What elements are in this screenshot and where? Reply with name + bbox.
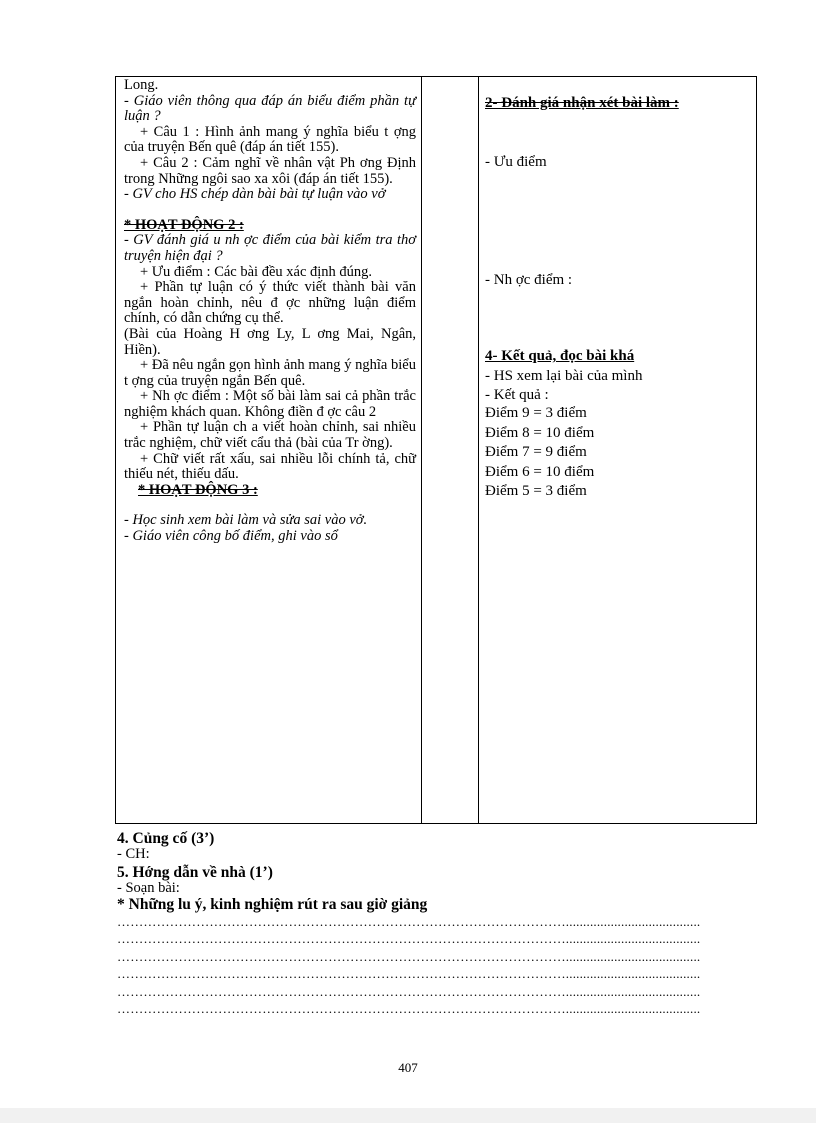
activity-2-heading: * HOẠT ĐỘNG 2 : xyxy=(124,216,244,233)
left-text-1: Long. xyxy=(124,77,159,93)
consolidation-heading: 4. Củng cố (3’) xyxy=(117,830,215,847)
homework-prepare: - Soạn bài: xyxy=(117,880,180,896)
dotted-line: …………………………………………………………………………………………....................................... xyxy=(117,948,701,964)
column-divider-1 xyxy=(421,77,422,823)
left-text-13: + Chữ viết rất xấu, sai nhiều lỗi chính tả, chữ thiếu nét, thiếu dấu. xyxy=(124,450,416,483)
results-heading: 4- Kết quả, đọc bài khá xyxy=(485,348,635,364)
evaluation-heading: 2- Đánh giá nhận xét bài làm : xyxy=(485,95,679,111)
page-number: 407 xyxy=(398,1060,418,1075)
consolidation-ch: - CH: xyxy=(117,846,150,862)
dotted-line: …………………………………………………………………………………………....................................... xyxy=(117,931,701,947)
column-divider-2 xyxy=(478,77,479,823)
activity-3-heading: * HOẠT ĐỘNG 3 : xyxy=(138,481,258,498)
results-label: - Kết quả : xyxy=(485,387,549,403)
dotted-line: …………………………………………………………………………………………....................................... xyxy=(117,914,701,929)
left-text-11: + Nh ợc điểm : Một số bài làm sai cả phần trắc nghiệm khách quan. Không điền đ ợc câu 2 xyxy=(124,388,416,420)
left-text-3: + Câu 1 : Hình ảnh mang ý nghĩa biểu t ợng của truyện Bến quê (đáp án tiết 155). xyxy=(124,123,416,156)
score-row: Điểm 7 = 9 điểm xyxy=(485,444,587,460)
left-text-15: - Giáo viên công bố điểm, ghi vào sổ xyxy=(124,528,338,545)
dotted-line: …………………………………………………………………………………………....................................... xyxy=(117,983,701,999)
score-row: Điểm 8 = 10 điểm xyxy=(485,424,595,441)
dotted-line: …………………………………………………………………………………………....................................... xyxy=(117,1001,701,1017)
lesson-footer-section xyxy=(117,830,757,1017)
strengths-label: - Ưu điểm xyxy=(485,154,547,170)
left-text-7: + Ưu điểm : Các bài đều xác định đúng. xyxy=(140,263,373,280)
homework-heading: 5. Hớng dẫn về nhà (1’) xyxy=(117,864,273,881)
score-row: Điểm 9 = 3 điểm xyxy=(485,405,587,421)
table-right-column xyxy=(485,95,750,502)
left-text-10: + Đã nêu ngắn gọn hình ảnh mang ý nghĩa biểu t ợng của truyện ngắn Bến quê. xyxy=(124,357,416,389)
left-text-2: - Giáo viên thông qua đáp án biểu điểm phần tự luận ? xyxy=(124,92,416,125)
left-text-9: (Bài của Hoàng H ơng Ly, L ơng Mai, Ngân, Hiền). xyxy=(124,325,416,358)
dotted-line: …………………………………………………………………………………………....................................... xyxy=(117,966,701,982)
left-text-6: - GV đánh giá u nh ợc điểm của bài kiểm tra thơ truyện hiện đại ? xyxy=(124,232,416,264)
weaknesses-label: - Nh ợc điểm : xyxy=(485,272,573,288)
notes-heading: * Những lu ý, kinh nghiệm rút ra sau giờ giảng xyxy=(117,896,428,913)
results-review: - HS xem lại bài của mình xyxy=(485,368,643,384)
left-text-14: - Học sinh xem bài làm và sửa sai vào vở. xyxy=(124,512,368,529)
score-row: Điểm 6 = 10 điểm xyxy=(485,463,595,480)
table-left-column xyxy=(124,78,416,545)
left-text-4: + Câu 2 : Cảm nghĩ về nhân vật Ph ơng Định trong Những ngôi sao xa xôi (đáp án tiết 155). xyxy=(124,154,416,187)
left-text-8: + Phần tự luận có ý thức viết thành bài văn ngắn hoàn chỉnh, nêu đ ợc những luận điểm chính, có dẫn chứng cụ thể. xyxy=(124,279,416,327)
page-bottom-shade xyxy=(0,1108,816,1123)
score-row: Điểm 5 = 3 điểm xyxy=(485,483,587,499)
left-text-12: + Phần tự luận ch a viết hoàn chỉnh, sai nhiều trắc nghiệm, chữ viết cẩu thả (bài của Tr ờng). xyxy=(124,419,416,452)
left-text-5: - GV cho HS chép dàn bài bài tự luận vào vở xyxy=(124,186,386,203)
